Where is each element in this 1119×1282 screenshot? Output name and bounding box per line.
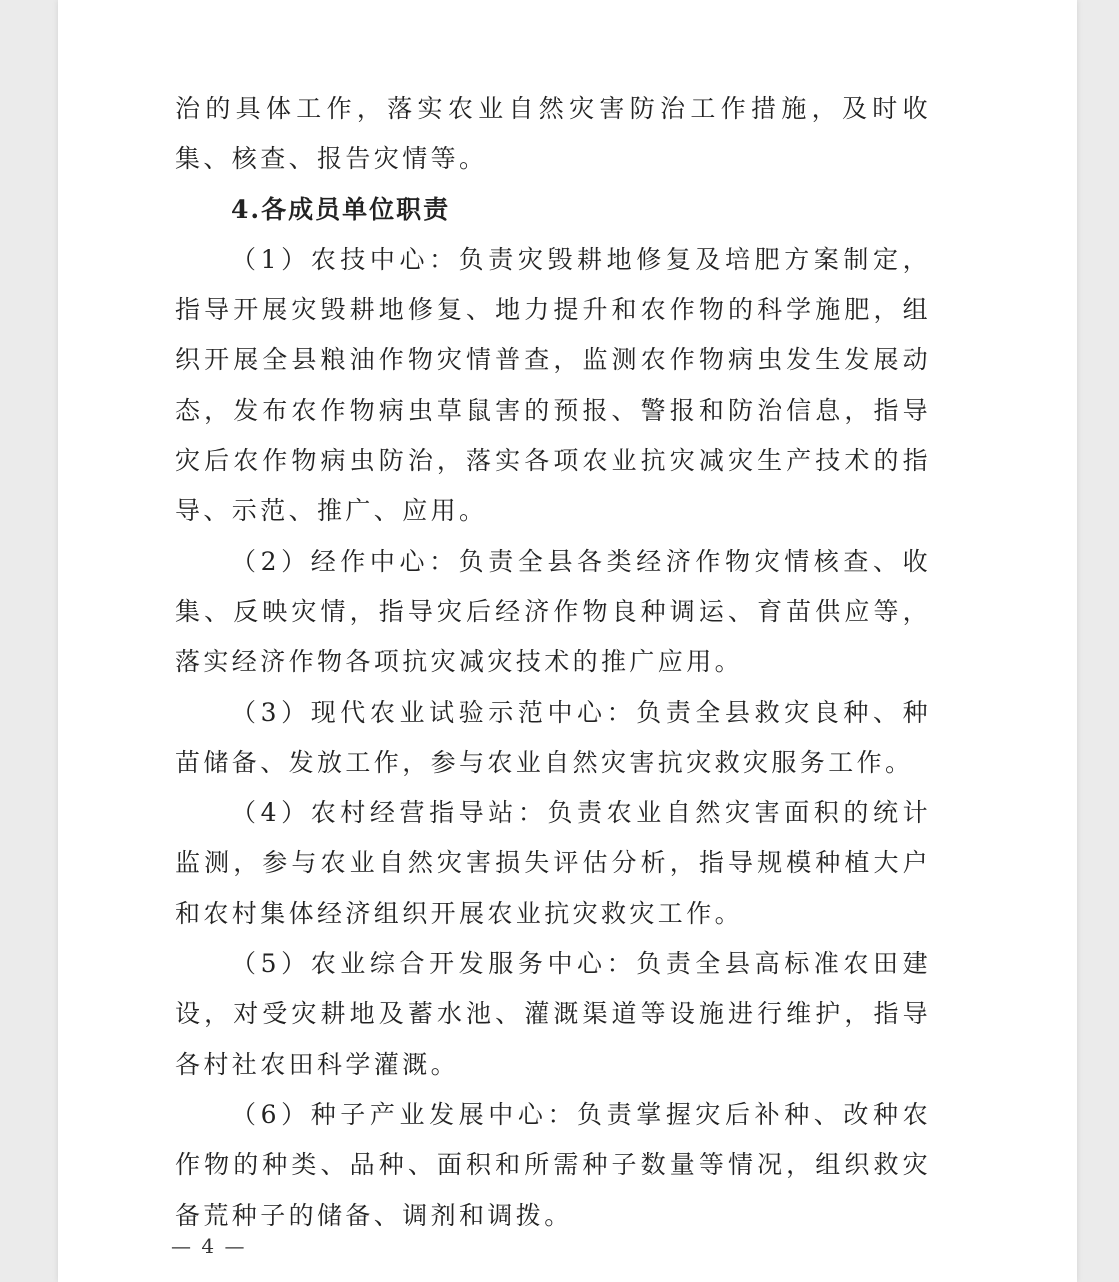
- document-body: [175, 84, 931, 1241]
- paragraph-item-4: （4）农村经营指导站：负责农业自然灾害面积的统计监测，参与农业自然灾害损失评估分析，指导规模种植大户和农村集体经济组织开展农业抗灾救灾工作。: [175, 798, 931, 928]
- paragraph-item-3: （3）现代农业试验示范中心：负责全县救灾良种、种苗储备、发放工作，参与农业自然灾害抗灾救灾服务工作。: [175, 697, 931, 777]
- section-heading: 4.各成员单位职责: [231, 194, 451, 224]
- paragraph-item-6: （6）种子产业发展中心：负责掌握灾后补种、改种农作物的种类、品种、面积和所需种子数量等情况，组织救灾备荒种子的储备、调剂和调拨。: [175, 1099, 931, 1230]
- page-number: — 4 —: [171, 1234, 247, 1258]
- document-page: [58, 0, 1077, 1282]
- paragraph-item-1: （1）农技中心：负责灾毁耕地修复及培肥方案制定，指导开展灾毁耕地修复、地力提升和农作物的科学施肥，组织开展全县粮油作物灾情普查，监测农作物病虫发生发展动态，发布农作物病虫草鼠害的预报、警报和防治信息，指导灾后农作物病虫防治，落实各项农业抗灾减灾生产技术的指导、示范、推广、应用。: [175, 244, 931, 526]
- paragraph-item-5: （5）农业综合开发服务中心：负责全县高标准农田建设，对受灾耕地及蓄水池、灌溉渠道等设施进行维护，指导各村社农田科学灌溉。: [175, 949, 931, 1079]
- paragraph-item-2: （2）经作中心：负责全县各类经济作物灾情核查、收集、反映灾情，指导灾后经济作物良种调运、育苗供应等，落实经济作物各项抗灾减灾技术的推广应用。: [175, 546, 931, 677]
- paragraph-continuation: 治的具体工作，落实农业自然灾害防治工作措施，及时收集、核查、报告灾情等。: [175, 94, 931, 174]
